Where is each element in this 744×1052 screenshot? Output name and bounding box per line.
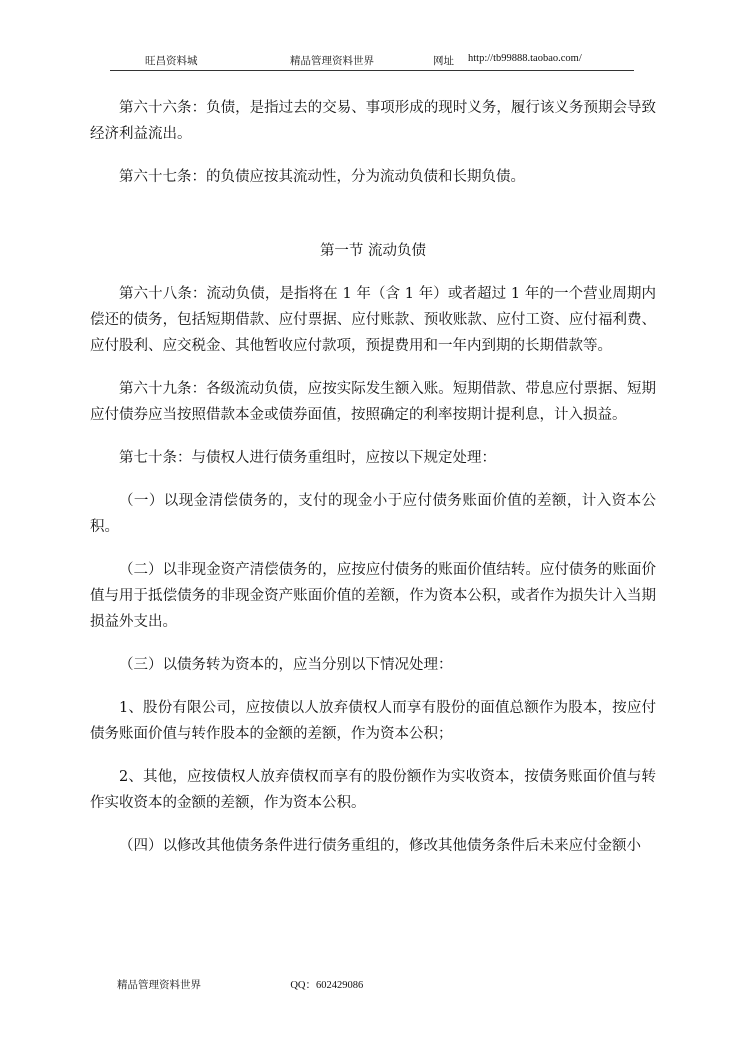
header-url-label: 网址 [433,55,454,67]
page-header [110,52,634,71]
article-69: 第六十九条：各级流动负债，应按实际发生额入账。短期借款、带息应付票据、短期应付债券应当按照借款本金或债券面值，按照确定的利率按期计提利息，计入损益。 [90,381,656,423]
clause-3-item-1: 1、股份有限公司，应按债以人放弃债权人而享有股份的面值总额作为股本，按应付债务账面价值与转作股本的金额的差额，作为资本公积； [90,700,656,742]
article-70: 第七十条：与债权人进行债务重组时，应按以下规定处理： [119,450,496,466]
footer-qq: QQ：602429086 [290,980,364,991]
clause-4: （四）以修改其他债务条件进行债务重组的，修改其他债务条件后未来应付金额小 [119,838,641,854]
header-world-name: 精品管理资料世界 [290,55,374,67]
section-title: 第一节 流动负债 [319,243,427,259]
clause-2: （二）以非现金资产清偿债务的，应按应付债务的账面价值结转。应付债务的账面价值与用于抵偿债务的非现金资产账面价值的差额，作为资本公积，或者作为损失计入当期损益外支出。 [90,562,656,630]
article-67: 第六十七条：的负债应按其流动性，分为流动负债和长期负债。 [119,169,525,185]
clause-3-item-2: 2、其他，应按债权人放弃债权而享有的股份额作为实收资本，按债务账面价值与转作实收资本的金额的差额，作为资本公积。 [90,769,656,811]
header-shop-name: 旺昌资料城 [145,55,198,67]
footer-world-name: 精品管理资料世界 [117,979,201,991]
article-68: 第六十八条：流动负债，是指将在 1 年（含 1 年）或者超过 1 年的一个营业周期内偿还的债务，包括短期借款、应付票据、应付账款、预收账款、应付工资、应付福利费、应付股利、应交税金、其他暂收应付款项，预提费用和一年内到期的长期借款等。 [90,286,656,354]
article-66: 第六十六条：负债，是指过去的交易、事项形成的现时义务，履行该义务预期会导致经济利益流出。 [90,100,656,142]
document-body [90,95,656,876]
page-footer [117,977,363,992]
header-url[interactable]: http://tb99888.taobao.com/ [468,53,582,64]
clause-1: （一）以现金清偿债务的，支付的现金小于应付债务账面价值的差额，计入资本公积。 [90,493,656,535]
clause-3: （三）以债务转为资本的，应当分别以下情况处理： [119,657,453,673]
